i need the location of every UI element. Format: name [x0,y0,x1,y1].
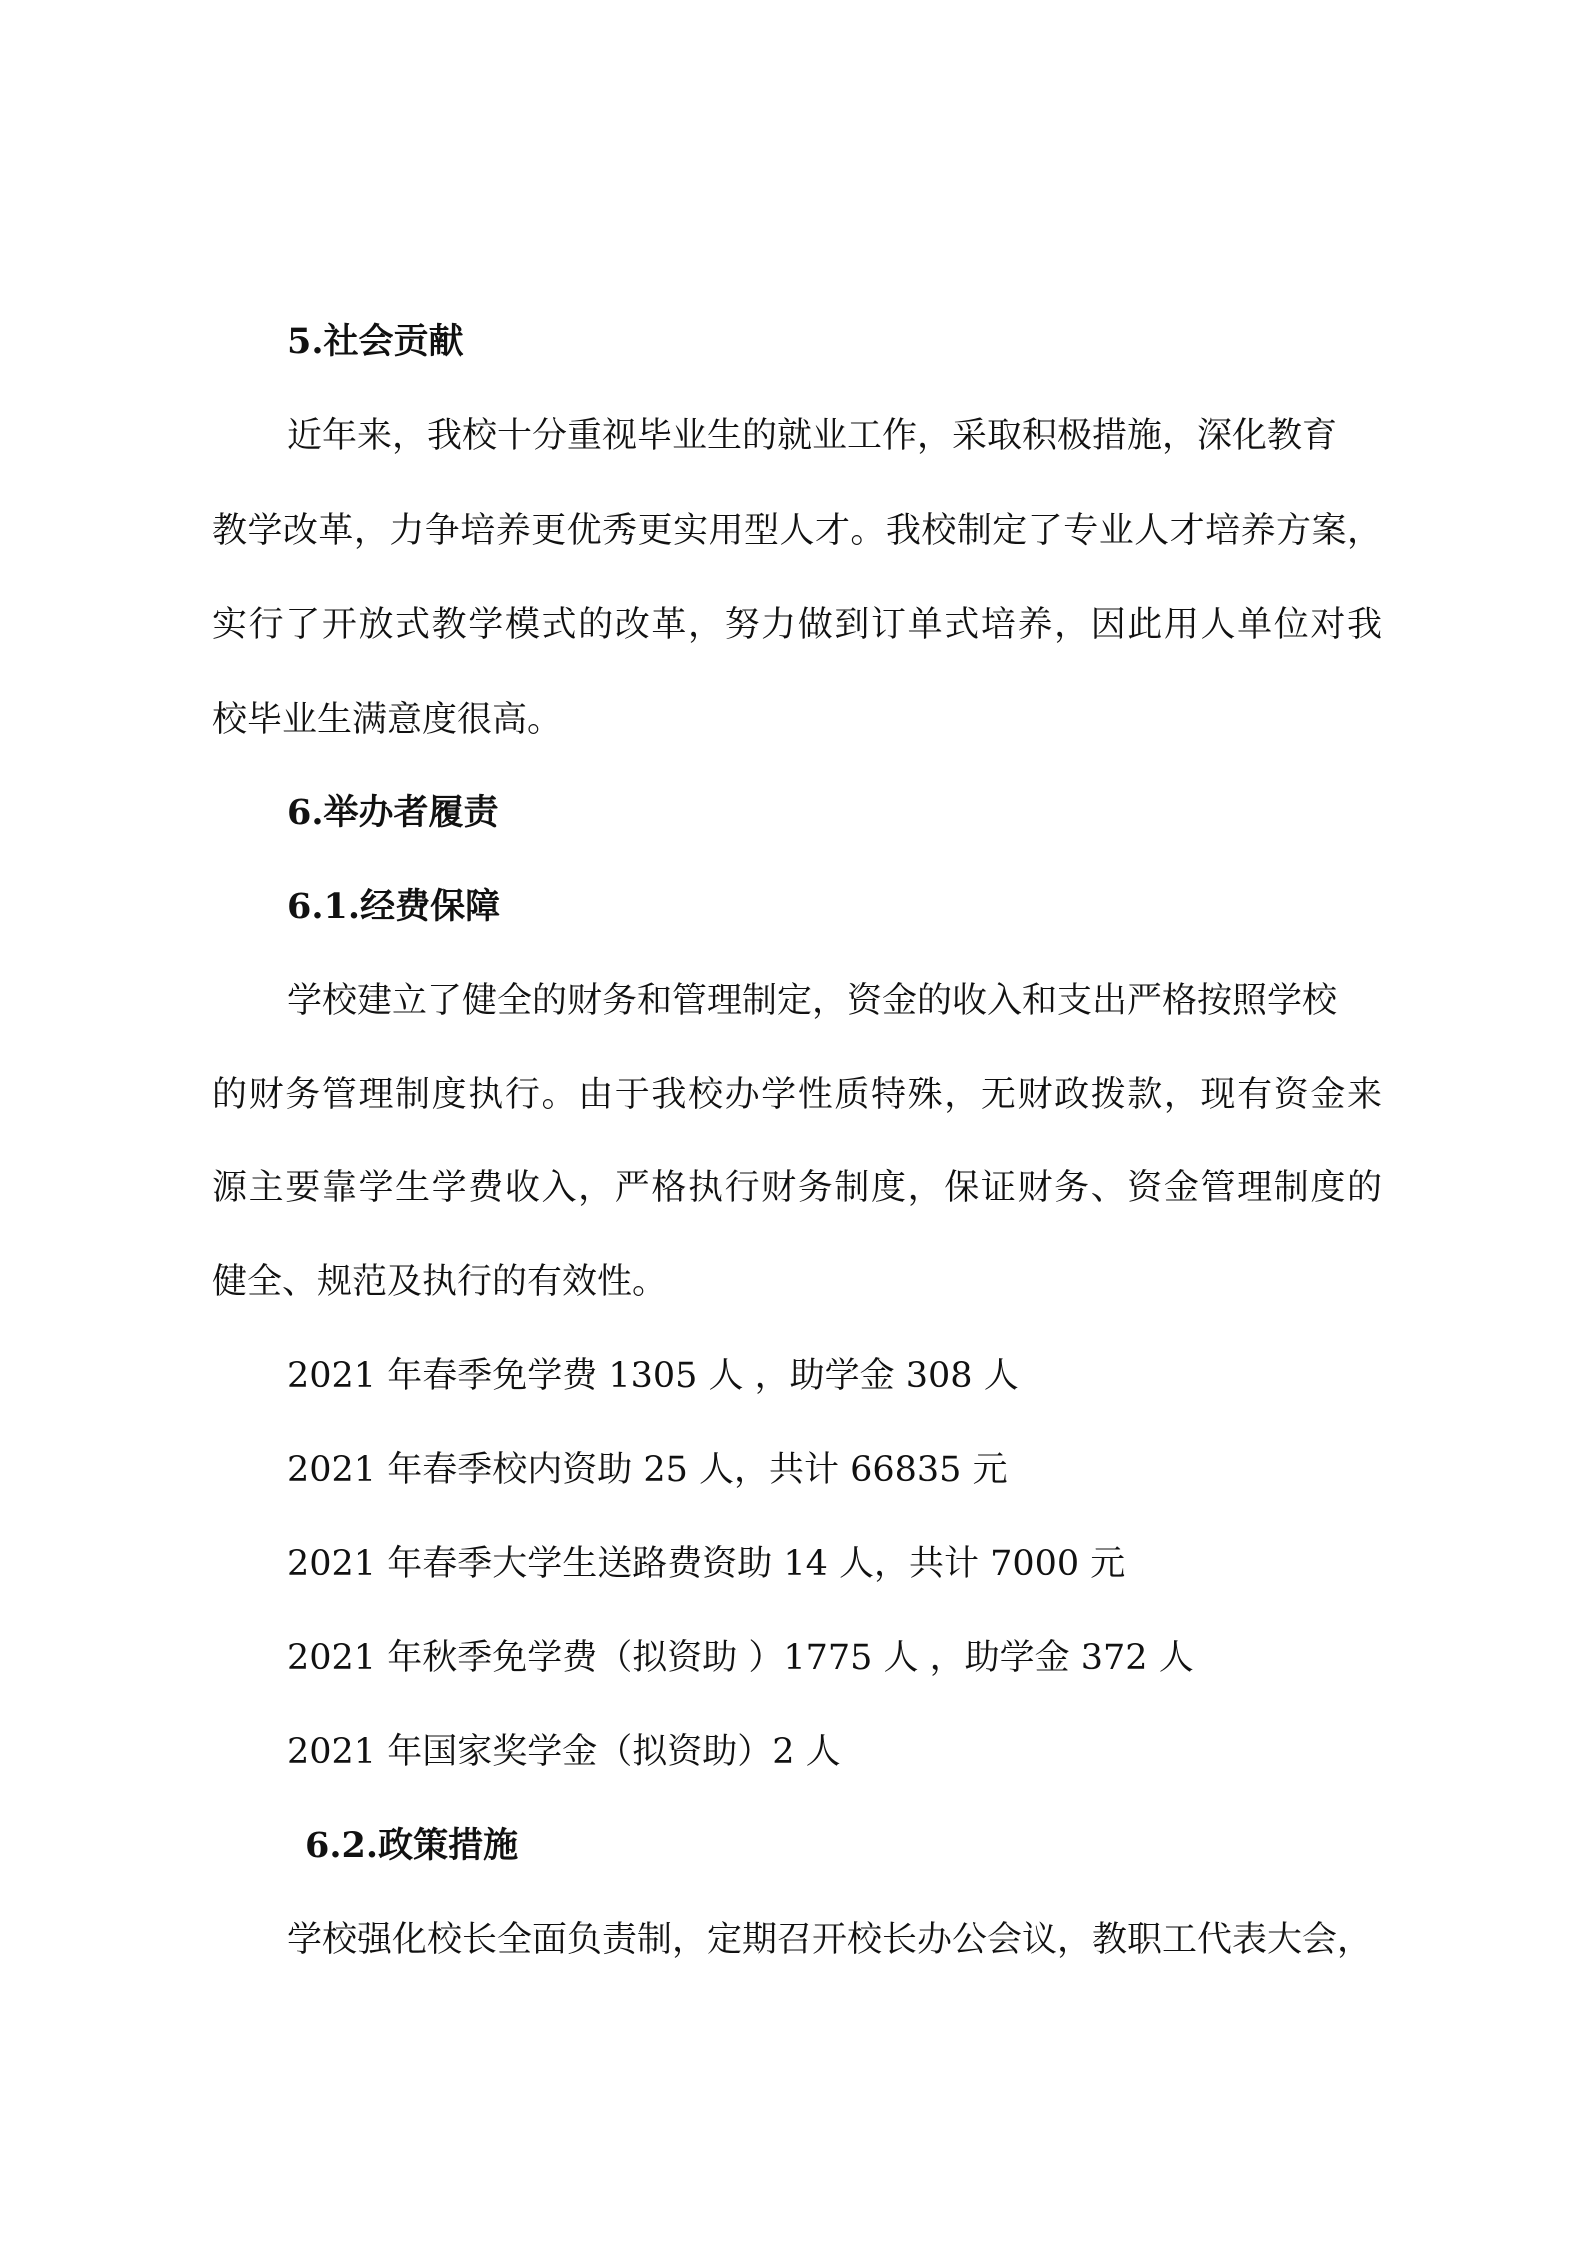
funding-stat-1: 2021 年春季免学费 1305 人 ，助学金 308 人 [287,1356,1019,1396]
funding-stat-2: 2021 年春季校内资助 25 人，共计 66835 元 [287,1450,1008,1490]
section-5-paragraph-line-3: 实行了开放式教学模式的改革，努力做到订单式培养，因此用人单位对我 [212,605,1382,645]
section-5-paragraph-line-4: 校毕业生满意度很高。 [212,700,563,740]
funding-stat-5: 2021 年国家奖学金（拟资助）2 人 [287,1732,841,1772]
section-6-1-paragraph-line-4: 健全、规范及执行的有效性。 [212,1262,668,1302]
section-5-paragraph-line-1: 近年来，我校十分重视毕业生的就业工作，采取积极措施，深化教育 [287,416,1338,456]
section-6-1-paragraph-line-2: 的财务管理制度执行。由于我校办学性质特殊，无财政拨款，现有资金来 [212,1075,1382,1115]
section-6-heading: 6.举办者履责 [287,792,499,833]
section-6-1-heading: 6.1.经费保障 [287,886,501,927]
section-6-2-heading: 6.2.政策措施 [305,1825,519,1866]
section-6-1-paragraph-line-1: 学校建立了健全的财务和管理制定，资金的收入和支出严格按照学校 [287,981,1338,1021]
section-5-heading: 5.社会贡献 [287,321,464,362]
section-5-paragraph-line-2: 教学改革，力争培养更优秀更实用型人才。我校制定了专业人才培养方案， [212,511,1382,551]
section-6-1-paragraph-line-3: 源主要靠学生学费收入，严格执行财务制度，保证财务、资金管理制度的 [212,1168,1382,1208]
funding-stat-3: 2021 年春季大学生送路费资助 14 人，共计 7000 元 [287,1544,1126,1584]
section-6-2-paragraph-line-1: 学校强化校长全面负责制，定期召开校长办公会议，教职工代表大会， [287,1920,1373,1960]
funding-stat-4: 2021 年秋季免学费（拟资助 ）1775 人 ，助学金 372 人 [287,1638,1194,1678]
